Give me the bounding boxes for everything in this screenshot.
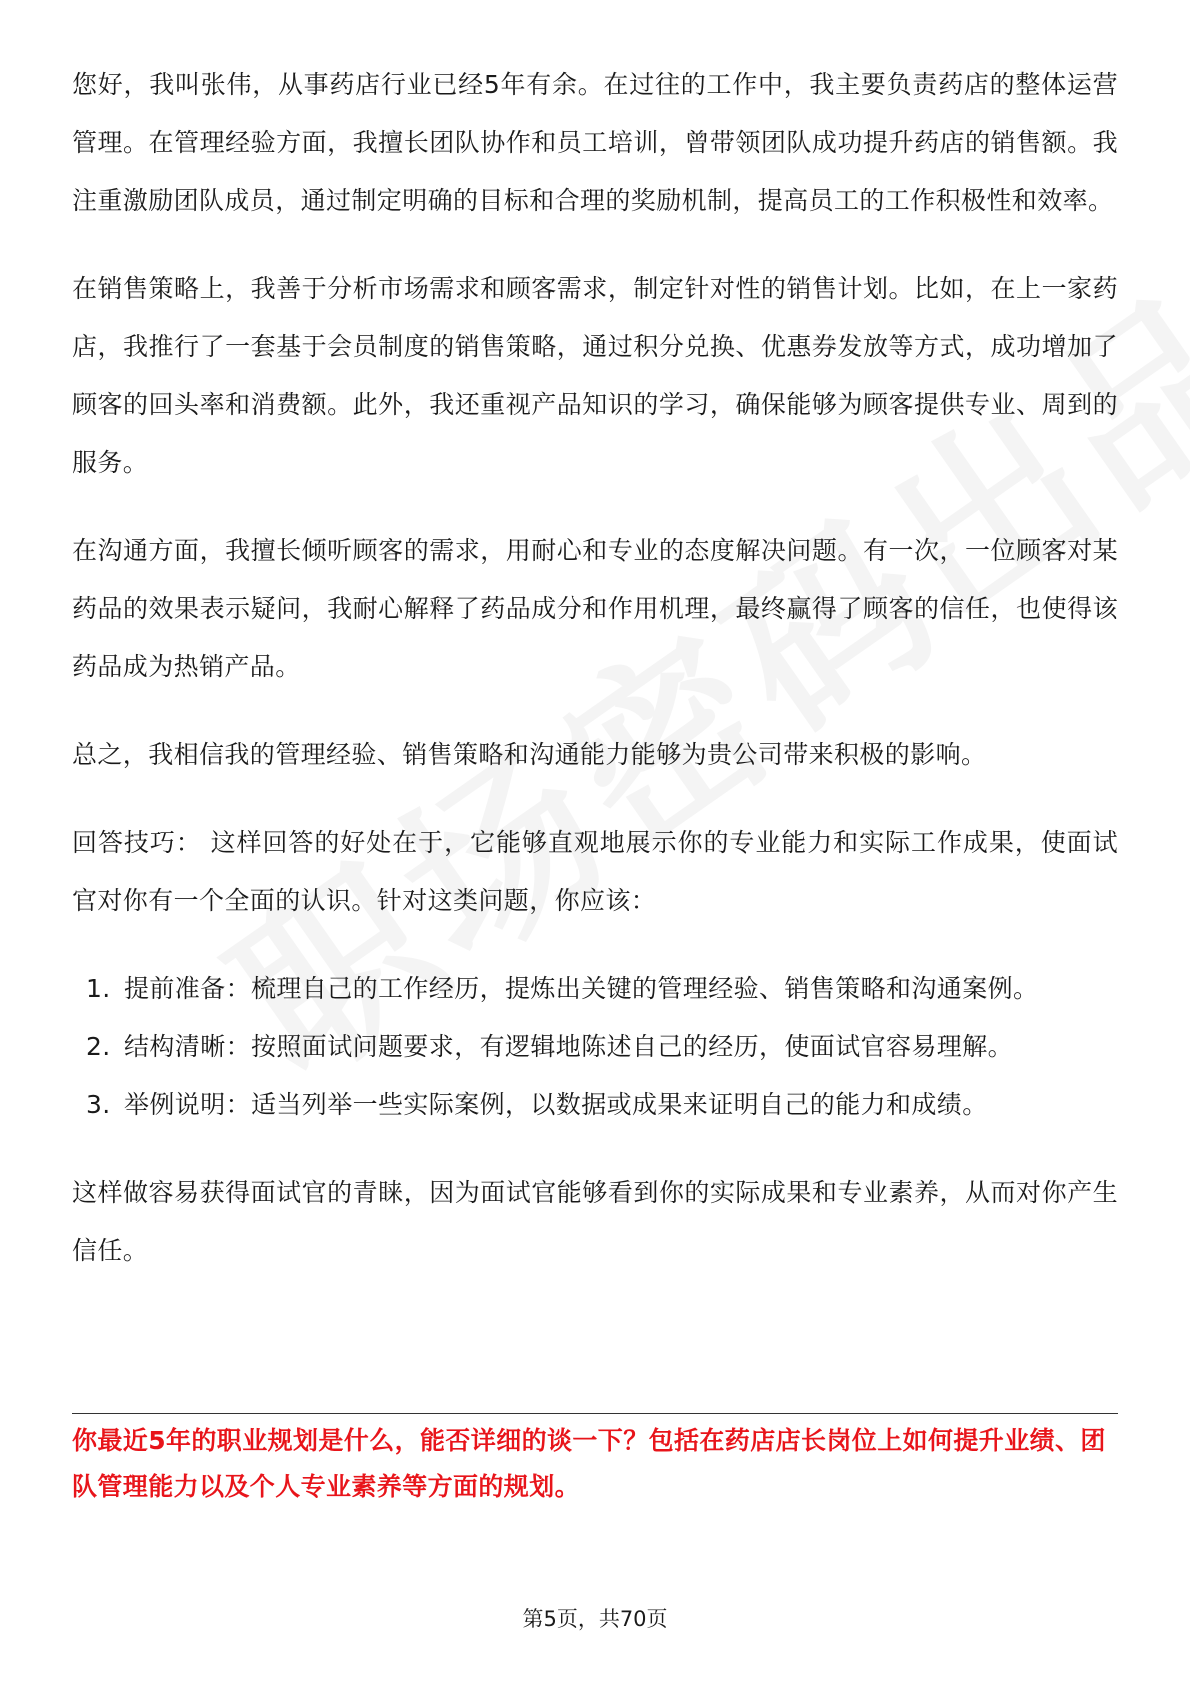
- list-item-text: 结构清晰：按照面试问题要求，有逻辑地陈述自己的经历，使面试官容易理解。: [124, 1032, 1014, 1061]
- list-item-text: 提前准备：梳理自己的工作经历，提炼出关键的管理经验、销售策略和沟通案例。: [124, 974, 1039, 1003]
- answer-tips-intro: 回答技巧： 这样回答的好处在于，它能够直观地展示你的专业能力和实际工作成果，使面试官对你有一个全面的认识。针对这类问题，你应该：: [72, 828, 1118, 915]
- body-content: [72, 56, 1118, 1310]
- tips-list: [72, 960, 1118, 1134]
- list-item: [86, 1076, 1118, 1134]
- closing-paragraph: 这样做容易获得面试官的青睐，因为面试官能够看到你的实际成果和专业素养，从而对你产生信任。: [72, 1178, 1118, 1265]
- section-divider: [72, 1413, 1118, 1414]
- answer-paragraph-intro: 您好，我叫张伟，从事药店行业已经5年有余。在过往的工作中，我主要负责药店的整体运营管理。在管理经验方面，我擅长团队协作和员工培训，曾带领团队成功提升药店的销售额。我注重激励团队成员，通过制定明确的目标和合理的奖励机制，提高员工的工作积极性和效率。: [72, 70, 1118, 215]
- next-question-heading: 你最近5年的职业规划是什么，能否详细的谈一下？包括在药店店长岗位上如何提升业绩、团队管理能力以及个人专业素养等方面的规划。: [72, 1426, 1106, 1501]
- list-item-number: 3.: [86, 1090, 111, 1119]
- list-item-text: 举例说明：适当列举一些实际案例，以数据或成果来证明自己的能力和成绩。: [124, 1090, 988, 1119]
- list-item: [86, 960, 1118, 1018]
- list-item-number: 2.: [86, 1032, 111, 1061]
- answer-paragraph-sales: 在销售策略上，我善于分析市场需求和顾客需求，制定针对性的销售计划。比如，在上一家药店，我推行了一套基于会员制度的销售策略，通过积分兑换、优惠券发放等方式，成功增加了顾客的回头率和消费额。此外，我还重视产品知识的学习，确保能够为顾客提供专业、周到的服务。: [72, 274, 1118, 477]
- list-item: [86, 1018, 1118, 1076]
- page-number-footer: 第5页，共70页: [522, 1607, 668, 1631]
- list-item-number: 1.: [86, 974, 111, 1003]
- answer-paragraph-communication: 在沟通方面，我擅长倾听顾客的需求，用耐心和专业的态度解决问题。有一次，一位顾客对某药品的效果表示疑问，我耐心解释了药品成分和作用机理，最终赢得了顾客的信任，也使得该药品成为热销产品。: [72, 536, 1118, 681]
- answer-paragraph-summary: 总之，我相信我的管理经验、销售策略和沟通能力能够为贵公司带来积极的影响。: [72, 740, 987, 769]
